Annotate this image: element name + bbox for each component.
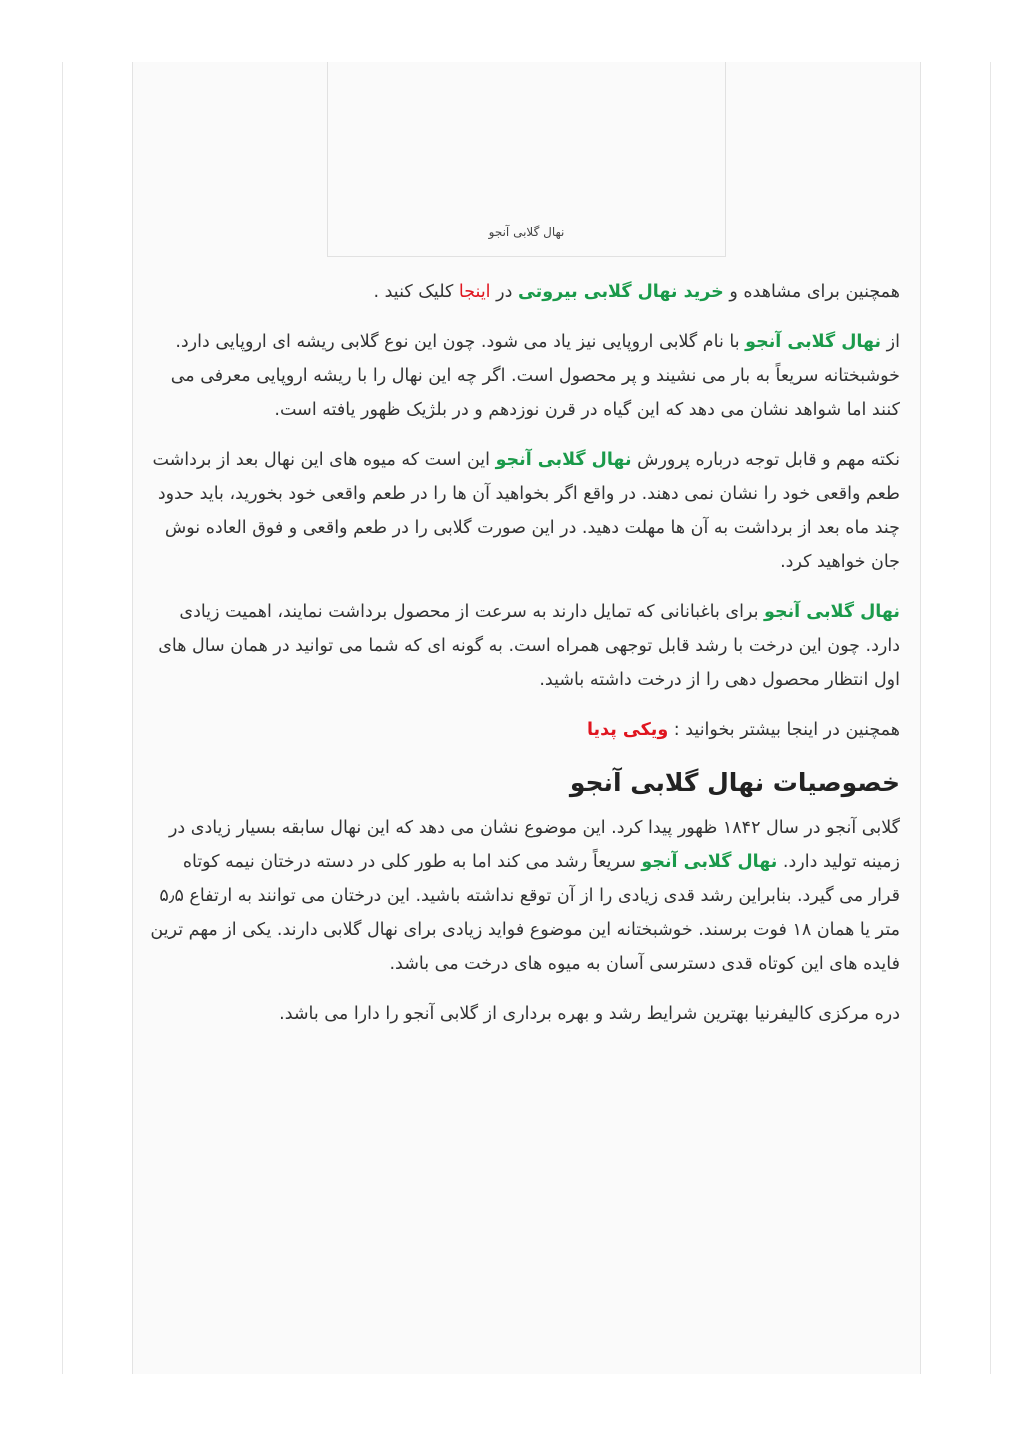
here-link[interactable]: اینجا (458, 282, 491, 302)
paragraph-intro: از نهال گلابی آنجو با نام گلابی اروپایی نیز یاد می شود. چون این نوع گلابی ریشه ای اروپایی دارد. خوشبختانه سریعاً به بار می نشیند و پر محصول است. اگر چه این نهال را با ریشه اروپایی معرفی می کنند اما شواهد نشان می دهد که این گیاه در قرن نوزدهم و در بلژیک ظهور یافته است. (170, 332, 900, 420)
paragraph-harvest: نکته مهم و قابل توجه درباره پرورش نهال گلابی آنجو این است که میوه های این نهال بعد از برداشت طعم واقعی خود را نشان نمی دهند. در واقع اگر بخواهید آن ها را در طعم واقعی خود بخورید، باید حدود چند ماه بعد از برداشت به آن ها مهلت دهید. در این صورت گلابی را در طعم واقعی و فوق العاده نوش جان خواهید کرد. (152, 450, 900, 572)
paragraph-california: دره مرکزی کالیفرنیا بهترین شرایط رشد و بهره برداری از گلابی آنجو را دارا می باشد. (279, 1004, 900, 1024)
keyword-link-anjou-pear[interactable]: نهال گلابی آنجو (641, 852, 778, 872)
figure-image (327, 62, 726, 257)
section-heading: خصوصیات نهال گلابی آنجو (569, 768, 900, 797)
paragraph-read-more: همچنین در اینجا بیشتر بخوانید : ویکی پدیا (586, 720, 900, 740)
figure-caption: نهال گلابی آنجو (488, 225, 565, 239)
keyword-link-anjou-pear[interactable]: نهال گلابی آنجو (495, 450, 632, 470)
paragraph-gardeners: نهال گلابی آنجو برای باغبانانی که تمایل دارند به سرعت از محصول برداشت نمایند، اهمیت زیادی دارد. چون این درخت با رشد قابل توجهی همراه است. به گونه ای که شما می توانید در همان سال های اول انتظار محصول دهی را از درخت داشته باشید. (158, 602, 900, 690)
paragraph-features: گلابی آنجو در سال ۱۸۴۲ ظهور پیدا کرد. این موضوع نشان می دهد که این نهال سابقه بسیار زیادی در زمینه تولید دارد. نهال گلابی آنجو سریعاً رشد می کند اما به طور کلی در دسته درختان نیمه کوتاه قرار می گیرد. بنابراین رشد قدی زیادی را از آن توقع نداشته باشید. این درختان می توانند به ارتفاع ۵٫۵ متر یا همان ۱۸ فوت برسند. خوشبختانه این موضوع فواید زیادی برای نهال گلابی دارند. یکی از مهم ترین فایده های این کوتاه قدی دسترسی آسان به میوه های درخت می باشد. (150, 818, 900, 974)
keyword-link-anjou-pear[interactable]: نهال گلابی آنجو (764, 602, 900, 622)
wikipedia-link[interactable]: ویکی پدیا (586, 720, 669, 740)
keyword-link-anjou-pear[interactable]: نهال گلابی آنجو (745, 332, 882, 352)
keyword-link-beiruti-pear[interactable]: خرید نهال گلابی بیروتی (517, 282, 724, 302)
article-body (150, 275, 900, 1047)
paragraph-buy-link: همچنین برای مشاهده و خرید نهال گلابی بیروتی در اینجا کلیک کنید . (373, 282, 900, 302)
